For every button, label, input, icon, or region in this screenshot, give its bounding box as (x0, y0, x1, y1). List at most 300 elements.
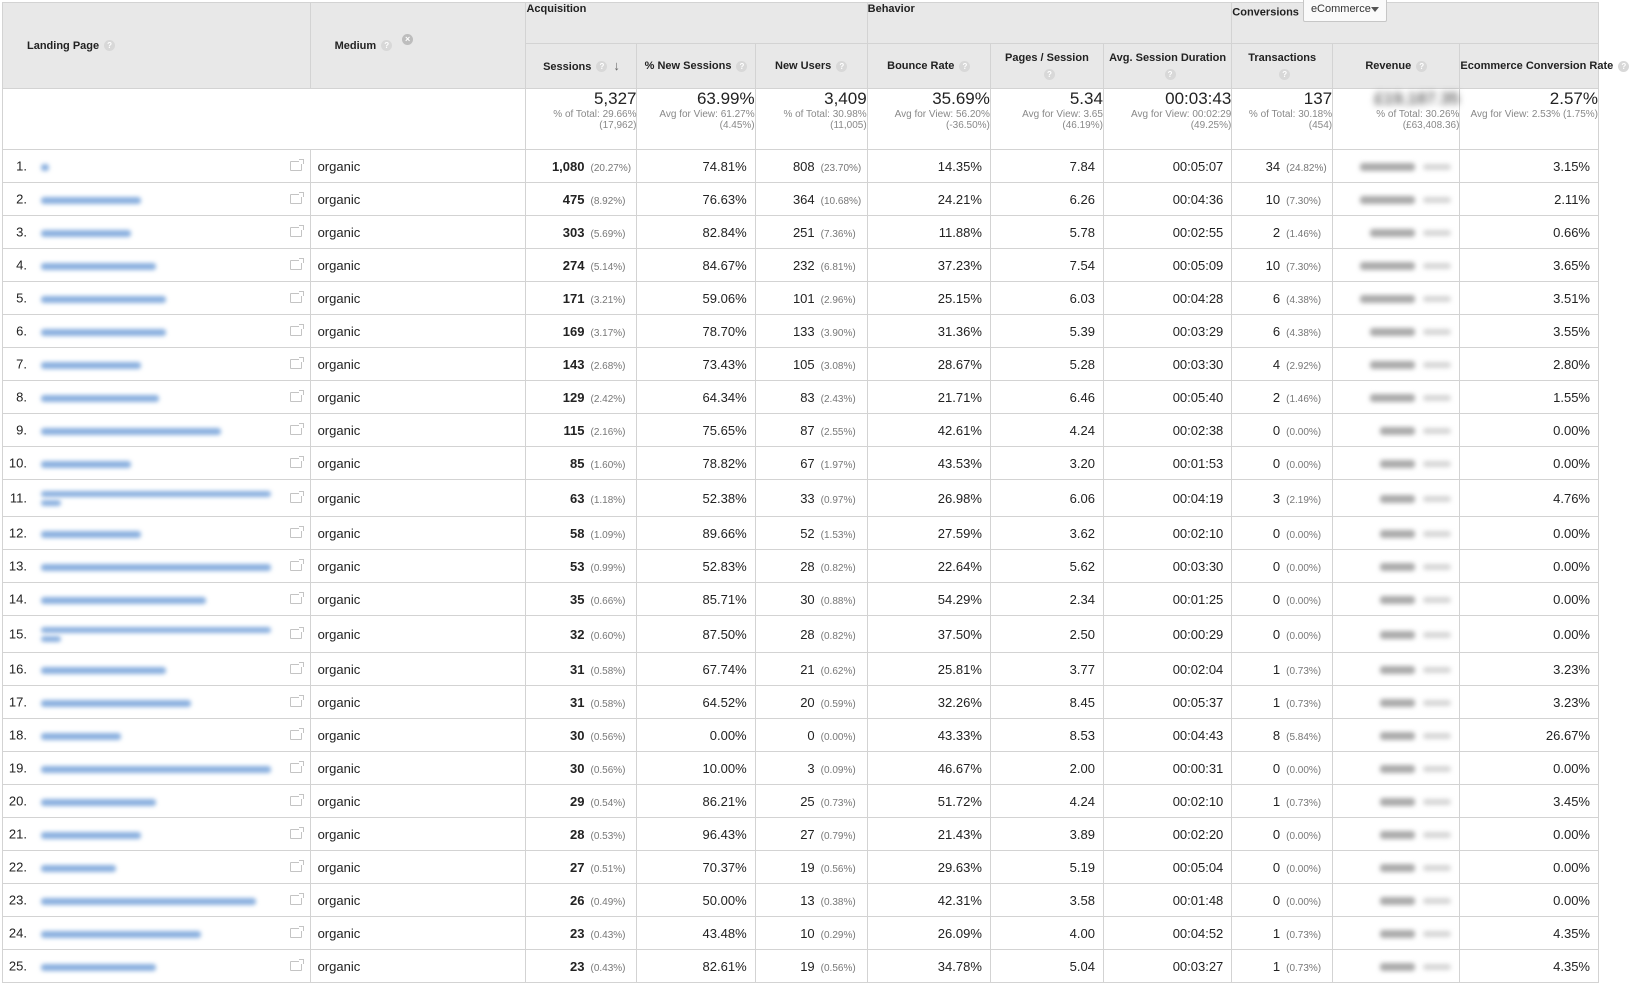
new-users-cell: 28 (0.82%) (755, 616, 867, 653)
open-link-icon[interactable] (290, 594, 302, 604)
medium-cell: organic (310, 884, 526, 917)
new-sessions-cell: 52.83% (637, 550, 755, 583)
pages-session-cell: 2.34 (990, 583, 1103, 616)
pages-session-column-header[interactable]: Pages / Session ? (990, 44, 1103, 89)
help-icon[interactable]: ? (1044, 69, 1055, 80)
transactions-cell: 0 (0.00%) (1232, 447, 1333, 480)
open-link-icon[interactable] (290, 862, 302, 872)
transactions-cell: 1 (0.73%) (1232, 917, 1333, 950)
medium-cell: organic (310, 517, 526, 550)
total-conv-rate: 2.57% Avg for View: 2.53% (1.75%) (1460, 89, 1599, 150)
open-link-icon[interactable] (290, 528, 302, 538)
landing-page-link[interactable] (41, 526, 141, 540)
pages-session-cell: 4.24 (990, 414, 1103, 447)
landing-page-cell (3, 315, 311, 348)
avg-duration-cell: 00:04:36 (1103, 183, 1231, 216)
transactions-cell: 6 (4.38%) (1232, 315, 1333, 348)
help-icon[interactable]: ? (836, 61, 847, 72)
landing-page-link[interactable] (41, 159, 49, 173)
new-users-cell: 25 (0.73%) (755, 785, 867, 818)
conv-rate-cell: 0.00% (1460, 884, 1599, 917)
revenue-cell (1333, 752, 1460, 785)
open-link-icon[interactable] (290, 730, 302, 740)
sessions-cell: 85 (1.60%) (526, 447, 637, 480)
revenue-cell (1333, 818, 1460, 851)
sessions-cell: 29 (0.54%) (526, 785, 637, 818)
sessions-cell: 171 (3.21%) (526, 282, 637, 315)
new-users-cell: 10 (0.29%) (755, 917, 867, 950)
avg-duration-cell: 00:05:37 (1103, 686, 1231, 719)
medium-cell: organic (310, 950, 526, 983)
new-sessions-cell: 0.00% (637, 719, 755, 752)
transactions-cell: 8 (5.84%) (1232, 719, 1333, 752)
conv-rate-cell: 0.00% (1460, 583, 1599, 616)
new-users-cell: 364 (10.68%) (755, 183, 867, 216)
landing-page-link[interactable] (41, 423, 221, 437)
bounce-rate-cell: 21.43% (867, 818, 990, 851)
help-icon[interactable]: ? (596, 61, 607, 72)
revenue-cell (1333, 950, 1460, 983)
medium-cell: organic (310, 818, 526, 851)
new-sessions-cell: 78.82% (637, 447, 755, 480)
landing-page-link[interactable] (41, 860, 116, 874)
sort-descending-icon[interactable]: ↓ (613, 57, 620, 73)
revenue-cell (1333, 851, 1460, 884)
help-icon[interactable]: ? (381, 40, 392, 51)
medium-cell: organic (310, 480, 526, 517)
table-row (3, 517, 1599, 550)
table-row (3, 550, 1599, 583)
conv-rate-cell: 0.00% (1460, 517, 1599, 550)
transactions-cell: 0 (0.00%) (1232, 616, 1333, 653)
conv-rate-cell: 0.00% (1460, 550, 1599, 583)
open-link-icon[interactable] (290, 359, 302, 369)
sessions-cell: 115 (2.16%) (526, 414, 637, 447)
open-link-icon[interactable] (290, 260, 302, 270)
row-number: 13. (8, 558, 27, 574)
revenue-cell (1333, 216, 1460, 249)
help-icon[interactable]: ? (1416, 61, 1427, 72)
transactions-cell: 6 (4.38%) (1232, 282, 1333, 315)
revenue-cell (1333, 583, 1460, 616)
sessions-cell: 58 (1.09%) (526, 517, 637, 550)
avg-duration-cell: 00:02:55 (1103, 216, 1231, 249)
revenue-cell (1333, 550, 1460, 583)
revenue-cell (1333, 315, 1460, 348)
new-sessions-cell: 89.66% (637, 517, 755, 550)
sessions-cell: 30 (0.56%) (526, 719, 637, 752)
open-link-icon[interactable] (290, 664, 302, 674)
table-row (3, 150, 1599, 183)
landing-page-link[interactable] (41, 794, 156, 808)
transactions-cell: 0 (0.00%) (1232, 818, 1333, 851)
sessions-cell: 28 (0.53%) (526, 818, 637, 851)
landing-page-cell (3, 517, 311, 550)
bounce-rate-cell: 22.64% (867, 550, 990, 583)
new-users-cell: 3 (0.09%) (755, 752, 867, 785)
explorer-table (2, 2, 1627, 983)
landing-page-cell (3, 583, 311, 616)
landing-page-cell (3, 917, 311, 950)
help-icon[interactable]: ? (1618, 61, 1629, 72)
table-row (3, 917, 1599, 950)
row-number: 7. (16, 356, 27, 372)
revenue-cell (1333, 785, 1460, 818)
table-row (3, 719, 1599, 752)
pages-session-cell: 8.53 (990, 719, 1103, 752)
landing-page-link[interactable] (41, 624, 271, 645)
pages-session-cell: 8.45 (990, 686, 1103, 719)
open-link-icon[interactable] (290, 493, 302, 503)
row-number: 20. (8, 793, 27, 809)
transactions-cell: 0 (0.00%) (1232, 550, 1333, 583)
pages-session-cell: 2.50 (990, 616, 1103, 653)
landing-page-link[interactable] (41, 390, 159, 404)
avg-duration-column-header[interactable]: Avg. Session Duration ? (1103, 44, 1231, 89)
landing-page-link[interactable] (41, 225, 131, 239)
bounce-rate-cell: 54.29% (867, 583, 990, 616)
landing-page-link[interactable] (41, 761, 271, 775)
medium-cell: organic (310, 686, 526, 719)
landing-page-cell (3, 818, 311, 851)
new-users-cell: 52 (1.53%) (755, 517, 867, 550)
pages-session-cell: 3.20 (990, 447, 1103, 480)
revenue-column-header[interactable]: Revenue ? (1333, 44, 1460, 89)
revenue-cell (1333, 249, 1460, 282)
landing-page-link[interactable] (41, 324, 166, 338)
total-transactions: 137 % of Total: 30.18% (454) (1232, 89, 1333, 150)
table-row (3, 785, 1599, 818)
new-users-cell: 19 (0.56%) (755, 950, 867, 983)
landing-page-link[interactable] (41, 959, 156, 973)
new-users-cell: 808 (23.70%) (755, 150, 867, 183)
sessions-cell: 169 (3.17%) (526, 315, 637, 348)
landing-page-link[interactable] (41, 192, 141, 206)
new-users-cell: 83 (2.43%) (755, 381, 867, 414)
help-icon[interactable]: ? (1279, 69, 1290, 80)
avg-duration-cell: 00:03:29 (1103, 315, 1231, 348)
landing-page-link[interactable] (41, 827, 141, 841)
landing-page-cell (3, 150, 311, 183)
revenue-cell (1333, 884, 1460, 917)
new-sessions-cell: 75.65% (637, 414, 755, 447)
sessions-cell: 303 (5.69%) (526, 216, 637, 249)
table-row (3, 950, 1599, 983)
medium-cell: organic (310, 315, 526, 348)
transactions-cell: 0 (0.00%) (1232, 884, 1333, 917)
bounce-rate-cell: 28.67% (867, 348, 990, 381)
sessions-cell: 1,080 (20.27%) (526, 150, 637, 183)
help-icon[interactable]: ? (1165, 69, 1176, 80)
avg-duration-cell: 00:04:43 (1103, 719, 1231, 752)
table-row (3, 414, 1599, 447)
landing-page-cell (3, 686, 311, 719)
landing-page-link[interactable] (41, 357, 141, 371)
open-link-icon[interactable] (290, 961, 302, 971)
avg-duration-cell: 00:01:53 (1103, 447, 1231, 480)
conv-rate-cell: 4.35% (1460, 917, 1599, 950)
pages-session-cell: 3.62 (990, 517, 1103, 550)
new-sessions-column-header[interactable]: % New Sessions ? (637, 44, 755, 89)
new-users-cell: 19 (0.56%) (755, 851, 867, 884)
new-sessions-cell: 50.00% (637, 884, 755, 917)
pages-session-cell: 4.24 (990, 785, 1103, 818)
revenue-cell (1333, 447, 1460, 480)
transactions-cell: 2 (1.46%) (1232, 381, 1333, 414)
conv-rate-cell: 4.76% (1460, 480, 1599, 517)
transactions-cell: 10 (7.30%) (1232, 183, 1333, 216)
revenue-cell (1333, 653, 1460, 686)
remove-dimension-icon[interactable]: × (402, 34, 413, 45)
bounce-rate-cell: 42.31% (867, 884, 990, 917)
new-users-cell: 133 (3.90%) (755, 315, 867, 348)
new-sessions-cell: 73.43% (637, 348, 755, 381)
medium-cell: organic (310, 447, 526, 480)
bounce-rate-column-header[interactable]: Bounce Rate ? (867, 44, 990, 89)
avg-duration-cell: 00:03:30 (1103, 348, 1231, 381)
row-number: 23. (8, 892, 27, 908)
landing-page-link[interactable] (41, 592, 206, 606)
medium-cell: organic (310, 150, 526, 183)
row-number: 1. (16, 158, 27, 174)
bounce-rate-cell: 25.81% (867, 653, 990, 686)
avg-duration-cell: 00:02:10 (1103, 785, 1231, 818)
medium-cell: organic (310, 583, 526, 616)
open-link-icon[interactable] (290, 392, 302, 402)
transactions-cell: 0 (0.00%) (1232, 752, 1333, 785)
new-users-cell: 27 (0.79%) (755, 818, 867, 851)
table-row (3, 686, 1599, 719)
conv-rate-cell: 0.00% (1460, 447, 1599, 480)
transactions-cell: 4 (2.92%) (1232, 348, 1333, 381)
landing-page-link[interactable] (41, 662, 166, 676)
sessions-cell: 27 (0.51%) (526, 851, 637, 884)
landing-page-cell (3, 216, 311, 249)
row-number: 9. (16, 422, 27, 438)
row-number: 21. (8, 826, 27, 842)
new-sessions-cell: 74.81% (637, 150, 755, 183)
pages-session-cell: 6.03 (990, 282, 1103, 315)
transactions-cell: 10 (7.30%) (1232, 249, 1333, 282)
revenue-cell (1333, 616, 1460, 653)
landing-page-cell (3, 249, 311, 282)
landing-page-link[interactable] (41, 291, 166, 305)
medium-cell: organic (310, 216, 526, 249)
conversions-dropdown[interactable]: eCommerce (1303, 0, 1387, 22)
revenue-cell (1333, 150, 1460, 183)
transactions-cell: 0 (0.00%) (1232, 583, 1333, 616)
landing-page-cell (3, 550, 311, 583)
revenue-cell (1333, 917, 1460, 950)
landing-page-link[interactable] (41, 926, 201, 940)
conv-rate-cell: 3.45% (1460, 785, 1599, 818)
row-number: 22. (8, 859, 27, 875)
transactions-cell: 1 (0.73%) (1232, 686, 1333, 719)
revenue-cell (1333, 381, 1460, 414)
medium-cell: organic (310, 752, 526, 785)
pages-session-cell: 5.78 (990, 216, 1103, 249)
open-link-icon[interactable] (290, 227, 302, 237)
row-number: 5. (16, 290, 27, 306)
open-link-icon[interactable] (290, 425, 302, 435)
landing-page-link[interactable] (41, 695, 191, 709)
sessions-cell: 143 (2.68%) (526, 348, 637, 381)
help-icon[interactable]: ? (736, 61, 747, 72)
new-sessions-cell: 70.37% (637, 851, 755, 884)
landing-page-cell (3, 719, 311, 752)
revenue-cell (1333, 517, 1460, 550)
total-new-users: 3,409 % of Total: 30.98% (11,005) (755, 89, 867, 150)
behavior-group-header: Behavior (867, 3, 1232, 44)
conv-rate-column-header[interactable]: Ecommerce Conversion Rate ? (1460, 44, 1599, 89)
table-row (3, 884, 1599, 917)
total-revenue: £19,187.35 % of Total: 30.26% (£63,408.36) (1333, 89, 1460, 150)
avg-duration-cell: 00:00:29 (1103, 616, 1231, 653)
pages-session-cell: 3.89 (990, 818, 1103, 851)
conv-rate-cell: 26.67% (1460, 719, 1599, 752)
conv-rate-cell: 3.51% (1460, 282, 1599, 315)
open-link-icon[interactable] (290, 895, 302, 905)
acquisition-group-header: Acquisition (526, 3, 867, 44)
transactions-cell: 0 (0.00%) (1232, 851, 1333, 884)
landing-page-cell (3, 653, 311, 686)
bounce-rate-cell: 14.35% (867, 150, 990, 183)
open-link-icon[interactable] (290, 763, 302, 773)
landing-page-cell (3, 381, 311, 414)
landing-page-header[interactable]: Landing Page ? (3, 3, 311, 89)
landing-page-cell (3, 851, 311, 884)
conv-rate-cell: 3.23% (1460, 686, 1599, 719)
sessions-cell: 129 (2.42%) (526, 381, 637, 414)
table-row (3, 183, 1599, 216)
conv-rate-cell: 3.55% (1460, 315, 1599, 348)
bounce-rate-cell: 24.21% (867, 183, 990, 216)
new-sessions-cell: 59.06% (637, 282, 755, 315)
open-link-icon[interactable] (290, 458, 302, 468)
sessions-cell: 31 (0.58%) (526, 653, 637, 686)
help-icon[interactable]: ? (959, 61, 970, 72)
row-number: 4. (16, 257, 27, 273)
transactions-cell: 1 (0.73%) (1232, 950, 1333, 983)
open-link-icon[interactable] (290, 829, 302, 839)
open-link-icon[interactable] (290, 928, 302, 938)
new-sessions-cell: 52.38% (637, 480, 755, 517)
open-link-icon[interactable] (290, 697, 302, 707)
landing-page-cell (3, 183, 311, 216)
new-sessions-cell: 10.00% (637, 752, 755, 785)
avg-duration-cell: 00:05:04 (1103, 851, 1231, 884)
conv-rate-cell: 3.65% (1460, 249, 1599, 282)
new-users-cell: 105 (3.08%) (755, 348, 867, 381)
new-sessions-cell: 96.43% (637, 818, 755, 851)
conv-rate-cell: 0.66% (1460, 216, 1599, 249)
conv-rate-cell: 0.00% (1460, 818, 1599, 851)
new-sessions-cell: 82.61% (637, 950, 755, 983)
pages-session-cell: 7.54 (990, 249, 1103, 282)
landing-page-link[interactable] (41, 456, 131, 470)
medium-cell: organic (310, 719, 526, 752)
table-row (3, 480, 1599, 517)
open-link-icon[interactable] (290, 293, 302, 303)
row-number: 2. (16, 191, 27, 207)
medium-cell: organic (310, 653, 526, 686)
conv-rate-cell: 2.80% (1460, 348, 1599, 381)
bounce-rate-cell: 42.61% (867, 414, 990, 447)
bounce-rate-cell: 26.09% (867, 917, 990, 950)
landing-page-link[interactable] (41, 893, 256, 907)
landing-page-cell (3, 348, 311, 381)
open-link-icon[interactable] (290, 629, 302, 639)
new-sessions-cell: 64.34% (637, 381, 755, 414)
avg-duration-cell: 00:03:27 (1103, 950, 1231, 983)
row-number: 14. (8, 591, 27, 607)
avg-duration-cell: 00:02:20 (1103, 818, 1231, 851)
sessions-cell: 35 (0.66%) (526, 583, 637, 616)
new-users-cell: 13 (0.38%) (755, 884, 867, 917)
bounce-rate-cell: 43.53% (867, 447, 990, 480)
sessions-cell: 23 (0.43%) (526, 950, 637, 983)
landing-page-link[interactable] (41, 488, 271, 509)
row-number: 25. (8, 958, 27, 974)
landing-page-cell (3, 785, 311, 818)
sessions-cell: 274 (5.14%) (526, 249, 637, 282)
landing-page-cell (3, 884, 311, 917)
open-link-icon[interactable] (290, 326, 302, 336)
revenue-cell (1333, 719, 1460, 752)
medium-cell: organic (310, 550, 526, 583)
revenue-cell (1333, 686, 1460, 719)
open-link-icon[interactable] (290, 796, 302, 806)
sessions-column-header[interactable]: Sessions ? ↓ (526, 44, 637, 89)
new-users-column-header[interactable]: New Users ? (755, 44, 867, 89)
conv-rate-cell: 1.55% (1460, 381, 1599, 414)
avg-duration-cell: 00:02:38 (1103, 414, 1231, 447)
pages-session-cell: 2.00 (990, 752, 1103, 785)
landing-page-link[interactable] (41, 728, 121, 742)
avg-duration-cell: 00:05:40 (1103, 381, 1231, 414)
sessions-cell: 475 (8.92%) (526, 183, 637, 216)
conv-rate-cell: 0.00% (1460, 851, 1599, 884)
transactions-column-header[interactable]: Transactions ? (1232, 44, 1333, 89)
row-number: 8. (16, 389, 27, 405)
medium-cell: organic (310, 917, 526, 950)
bounce-rate-cell: 43.33% (867, 719, 990, 752)
conv-rate-cell: 4.35% (1460, 950, 1599, 983)
landing-page-link[interactable] (41, 559, 271, 573)
bounce-rate-cell: 11.88% (867, 216, 990, 249)
pages-session-cell: 3.58 (990, 884, 1103, 917)
medium-header[interactable]: Medium ?× (310, 3, 526, 89)
bounce-rate-cell: 25.15% (867, 282, 990, 315)
transactions-cell: 0 (0.00%) (1232, 414, 1333, 447)
help-icon[interactable]: ? (104, 40, 115, 51)
open-link-icon[interactable] (290, 561, 302, 571)
pages-session-cell: 5.62 (990, 550, 1103, 583)
open-link-icon[interactable] (290, 194, 302, 204)
medium-cell: organic (310, 616, 526, 653)
table-row (3, 249, 1599, 282)
landing-page-cell (3, 752, 311, 785)
medium-cell: organic (310, 249, 526, 282)
total-pages-session: 5.34 Avg for View: 3.65 (46.19%) (990, 89, 1103, 150)
revenue-cell (1333, 480, 1460, 517)
bounce-rate-cell: 37.23% (867, 249, 990, 282)
landing-page-link[interactable] (41, 258, 156, 272)
row-number: 17. (8, 694, 27, 710)
landing-page-cell (3, 414, 311, 447)
open-link-icon[interactable] (290, 161, 302, 171)
landing-page-cell (3, 616, 311, 653)
